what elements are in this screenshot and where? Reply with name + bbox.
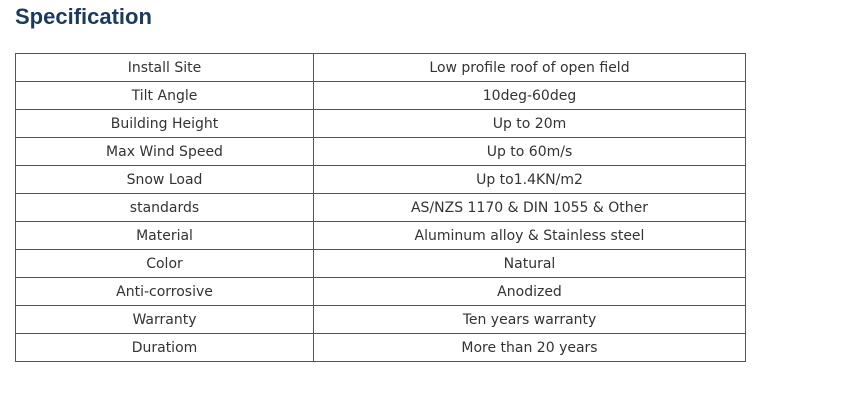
table-row [16,82,746,110]
spec-value: Low profile roof of open field [314,54,746,82]
specification-table [15,53,746,362]
spec-label: Tilt Angle [16,82,314,110]
table-row [16,306,746,334]
spec-label: Material [16,222,314,250]
table-row [16,138,746,166]
spec-label: Color [16,250,314,278]
spec-label: standards [16,194,314,222]
table-row [16,110,746,138]
spec-label: Max Wind Speed [16,138,314,166]
table-row [16,194,746,222]
table-row [16,54,746,82]
spec-value: AS/NZS 1170 & DIN 1055 & Other [314,194,746,222]
spec-value: Anodized [314,278,746,306]
spec-label: Duratiom [16,334,314,362]
table-row [16,250,746,278]
spec-value: 10deg-60deg [314,82,746,110]
spec-label: Anti-corrosive [16,278,314,306]
table-row [16,278,746,306]
spec-label: Building Height [16,110,314,138]
table-row [16,166,746,194]
spec-label: Snow Load [16,166,314,194]
section-title: Specification [15,4,152,29]
spec-label: Warranty [16,306,314,334]
spec-value: Up to 60m/s [314,138,746,166]
spec-value: Up to 20m [314,110,746,138]
spec-value: Aluminum alloy & Stainless steel [314,222,746,250]
spec-label: Install Site [16,54,314,82]
spec-value: Natural [314,250,746,278]
spec-value: More than 20 years [314,334,746,362]
table-row [16,222,746,250]
spec-value: Up to1.4KN/m2 [314,166,746,194]
table-row [16,334,746,362]
spec-value: Ten years warranty [314,306,746,334]
